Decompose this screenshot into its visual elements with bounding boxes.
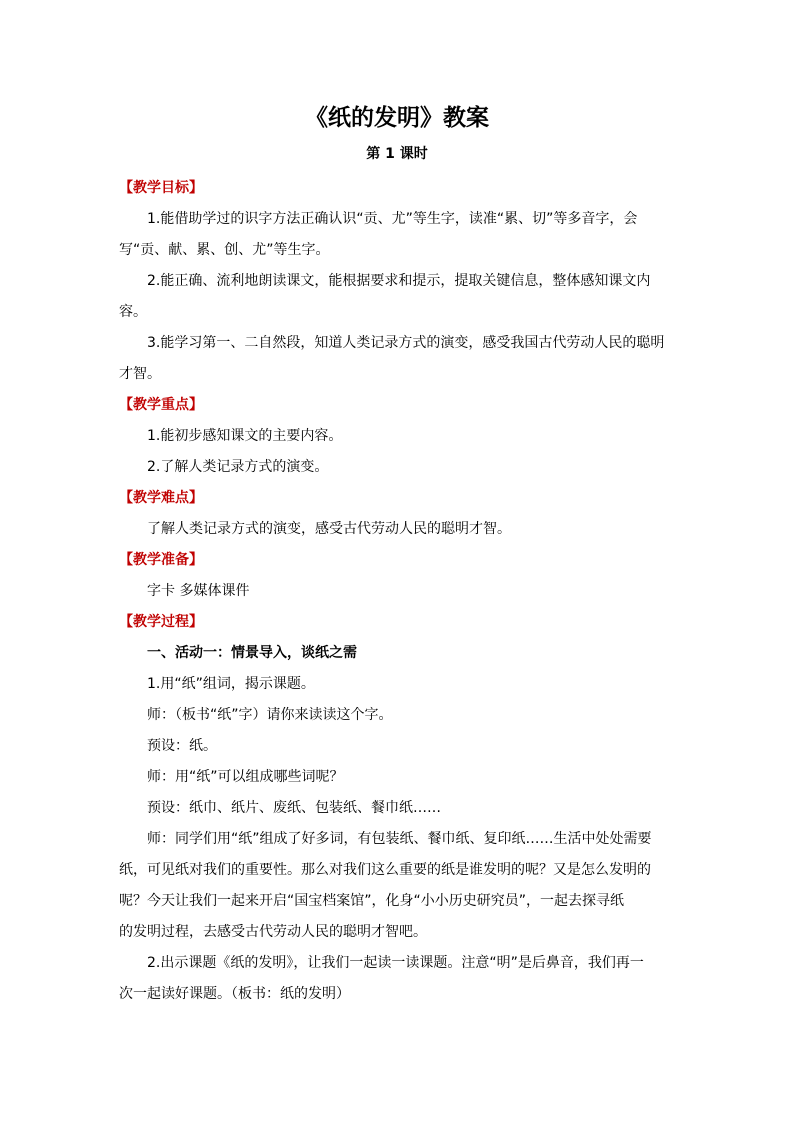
paragraph-line: 预设：纸。	[147, 738, 217, 754]
paragraph-line: 纸，可见纸对我们的重要性。那么对我们这么重要的纸是谁发明的呢？又是怎么发明的	[119, 862, 651, 878]
paragraph-line: 容。	[119, 304, 147, 320]
section-heading: 【教学目标】	[119, 180, 203, 196]
paragraph-line: 师：用“纸”可以组成哪些词呢？	[147, 769, 344, 785]
paragraph-line: 1.能借助学过的识字方法正确认识“贡、尤”等生字，读准“累、切”等多音字，会	[147, 211, 638, 227]
section-heading: 【教学过程】	[119, 614, 203, 630]
paragraph-line: 了解人类记录方式的演变，感受古代劳动人民的聪明才智。	[147, 521, 511, 537]
paragraph-line: 1.用“纸”组词，揭示课题。	[147, 676, 315, 692]
paragraph-line: 师：同学们用“纸”组成了好多词，有包装纸、餐巾纸、复印纸……生活中处处需要	[147, 831, 652, 847]
paragraph-line: 1.能初步感知课文的主要内容。	[147, 428, 343, 444]
paragraph-line: 2.能正确、流利地朗读课文，能根据要求和提示，提取关键信息，整体感知课文内	[147, 273, 651, 289]
paragraph-line: 呢？今天让我们一起来开启“国宝档案馆”，化身“小小历史研究员”，一起去探寻纸	[119, 893, 625, 909]
paragraph-line: 的发明过程，去感受古代劳动人民的聪明才智吧。	[119, 924, 427, 940]
document-title: 《纸的发明》教案	[305, 105, 489, 131]
paragraph-line: 才智。	[119, 366, 161, 382]
paragraph-line: 预设：纸巾、纸片、废纸、包装纸、餐巾纸……	[147, 800, 441, 816]
activity-heading: 一、活动一：情景导入，谈纸之需	[147, 645, 357, 661]
paragraph-line: 次一起读好课题。（板书：纸的发明）	[119, 986, 350, 1002]
section-heading: 【教学难点】	[119, 490, 203, 506]
lesson-subtitle: 第 1 课时	[366, 146, 428, 162]
paragraph-line: 3.能学习第一、二自然段，知道人类记录方式的演变，感受我国古代劳动人民的聪明	[147, 335, 665, 351]
document-body	[119, 173, 679, 1010]
section-heading: 【教学重点】	[119, 397, 203, 413]
paragraph-line: 2.出示课题《纸的发明》，让我们一起读一读课题。注意“明”是后鼻音，我们再一	[147, 955, 644, 971]
section-heading: 【教学准备】	[119, 552, 203, 568]
paragraph-line: 2.了解人类记录方式的演变。	[147, 459, 329, 475]
paragraph-line: 师：（板书“纸”字）请你来读读这个字。	[147, 707, 393, 723]
paragraph-line: 写“贡、献、累、创、尤”等生字。	[119, 242, 330, 258]
paragraph-line: 字卡 多媒体课件	[147, 583, 250, 599]
